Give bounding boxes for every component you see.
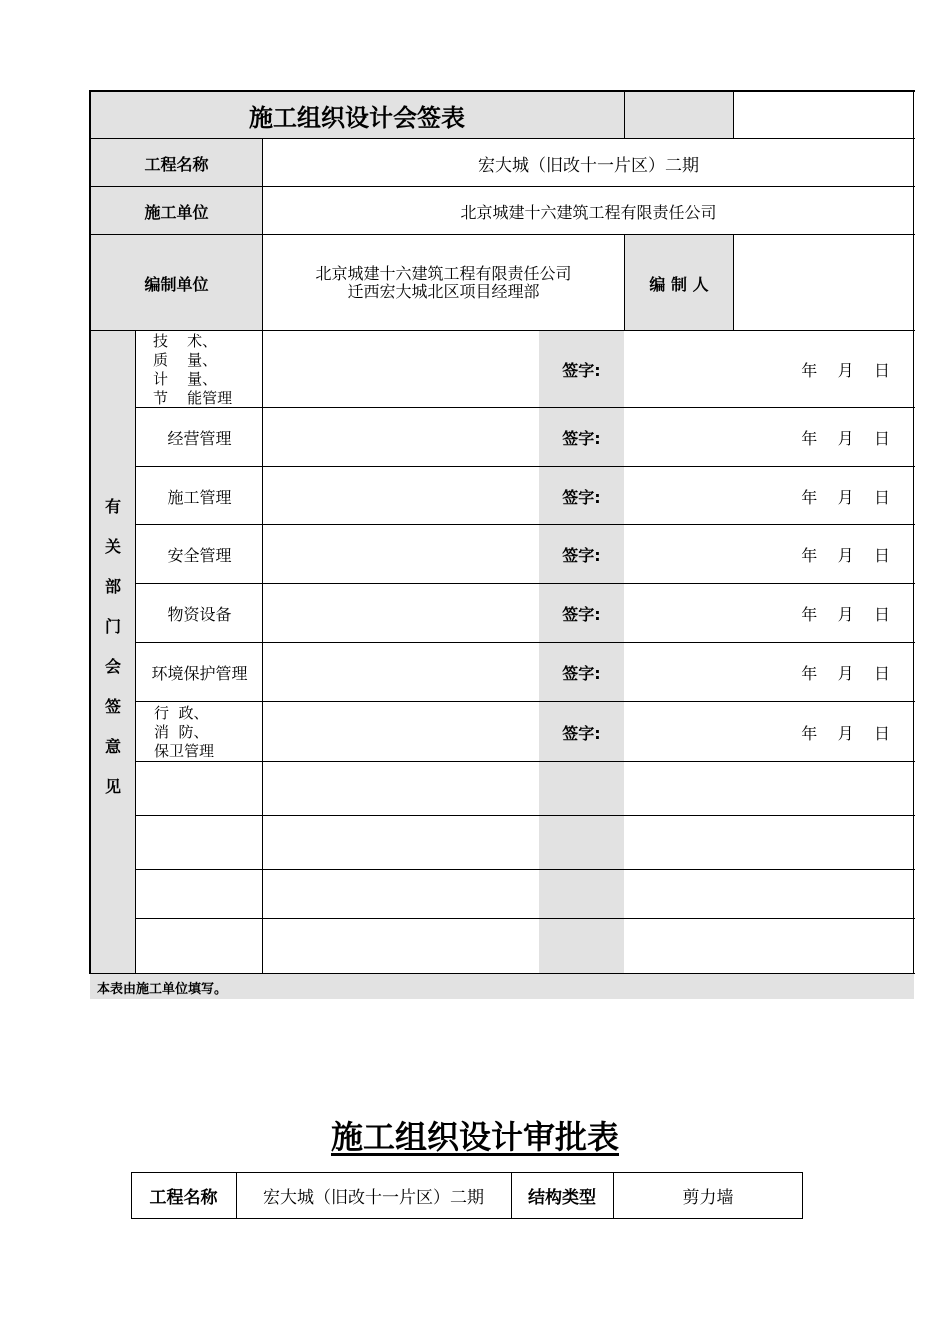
dept-line: 行 政、 <box>154 703 209 722</box>
grid-line <box>135 918 915 919</box>
dept-label-materials: 物资设备 <box>167 605 232 624</box>
grid-line <box>135 761 915 762</box>
grid-line <box>89 186 915 187</box>
date-field[interactable]: 年 月 日 <box>801 664 890 683</box>
opinion-field-tech[interactable] <box>263 331 539 408</box>
empty-row[interactable] <box>136 816 914 870</box>
dept-label-safety: 安全管理 <box>167 546 232 565</box>
approval-project-value: 宏大城（旧改十一片区）二期 <box>263 1188 484 1208</box>
dept-label-admin <box>136 702 263 762</box>
grid-line <box>613 1172 614 1219</box>
date-field[interactable]: 年 月 日 <box>801 361 890 380</box>
empty-row[interactable] <box>136 870 914 919</box>
dept-line: 节 能管理 <box>153 388 233 407</box>
sign-label: 签字: <box>562 429 601 448</box>
compiler-label: 编制单位 <box>144 274 209 294</box>
grid-line <box>131 1218 803 1219</box>
grid-line <box>89 973 915 974</box>
grid-line <box>236 1172 237 1219</box>
opinion-field-environment[interactable] <box>263 643 539 702</box>
group-char: 部 <box>104 577 121 596</box>
group-char: 见 <box>104 777 121 796</box>
approval-form-title: 施工组织设计审批表 <box>330 1118 619 1156</box>
grid-line <box>135 583 915 584</box>
title-aux-cell-bg <box>624 91 734 139</box>
footnote: 本表由施工单位填写。 <box>97 981 228 997</box>
builder-value: 北京城建十六建筑工程有限责任公司 <box>460 202 717 222</box>
sign-label: 签字: <box>562 361 601 380</box>
approval-project-label: 工程名称 <box>149 1188 218 1208</box>
opinion-field-materials[interactable] <box>263 584 539 643</box>
date-field[interactable]: 年 月 日 <box>801 546 890 565</box>
dept-line: 质 量、 <box>153 350 218 369</box>
grid-line <box>913 90 914 974</box>
date-field[interactable]: 年 月 日 <box>801 487 890 507</box>
grid-line <box>135 869 915 870</box>
compiler-value-line1: 北京城建十六建筑工程有限责任公司 <box>315 264 572 283</box>
grid-line <box>733 90 734 138</box>
grid-line <box>89 138 915 139</box>
sign-label: 签字: <box>562 605 601 624</box>
group-char: 会 <box>104 657 121 676</box>
compiler-value <box>263 235 624 331</box>
grid-line <box>135 701 915 702</box>
grid-line <box>135 466 915 467</box>
group-char: 签 <box>104 697 121 716</box>
grid-line <box>89 234 915 235</box>
grid-line <box>624 90 625 138</box>
date-field[interactable]: 年 月 日 <box>801 723 890 743</box>
grid-line <box>131 1172 132 1219</box>
dept-label-tech <box>136 331 263 408</box>
dept-label-construction: 施工管理 <box>167 487 232 507</box>
grid-line <box>733 234 734 331</box>
dept-label-business: 经营管理 <box>167 429 232 448</box>
opinion-field-business[interactable] <box>263 408 539 467</box>
date-field[interactable]: 年 月 日 <box>801 429 890 448</box>
grid-line <box>89 330 915 331</box>
group-char: 有 <box>104 497 121 516</box>
sign-label: 签字: <box>562 487 601 507</box>
grid-line <box>802 1172 803 1219</box>
dept-label-environment: 环境保护管理 <box>151 664 248 683</box>
grid-line <box>131 1172 803 1173</box>
sign-label: 签字: <box>562 664 601 683</box>
grid-line <box>89 90 915 92</box>
dept-line: 计 量、 <box>153 369 218 388</box>
compiler-value-line2: 迁西宏大城北区项目经理部 <box>347 282 540 301</box>
dept-line: 技 术、 <box>153 331 218 350</box>
grid-line <box>135 524 915 525</box>
grid-line <box>135 330 136 974</box>
grid-line <box>511 1172 512 1219</box>
grid-line <box>89 90 91 974</box>
form-title: 施工组织设计会签表 <box>249 103 465 132</box>
group-label <box>90 494 136 814</box>
dept-line: 消 防、 <box>154 722 209 741</box>
group-char: 门 <box>104 617 121 636</box>
grid-line <box>262 138 263 974</box>
approval-structure-value: 剪力墙 <box>682 1188 734 1208</box>
builder-label: 施工单位 <box>144 202 209 222</box>
grid-line <box>135 642 915 643</box>
grid-line <box>624 234 625 331</box>
group-char: 关 <box>104 537 121 556</box>
group-char: 意 <box>104 737 121 756</box>
empty-row[interactable] <box>136 919 914 974</box>
date-field[interactable]: 年 月 日 <box>801 605 890 624</box>
author-label: 编 制 人 <box>649 274 709 294</box>
author-value[interactable] <box>734 235 914 331</box>
empty-row[interactable] <box>136 762 914 816</box>
grid-line <box>135 815 915 816</box>
project-name-label: 工程名称 <box>144 154 209 174</box>
opinion-field-safety[interactable] <box>263 525 539 584</box>
sign-label: 签字: <box>562 546 601 565</box>
dept-line: 保卫管理 <box>154 741 215 760</box>
opinion-field-construction[interactable] <box>263 467 539 525</box>
sign-label: 签字: <box>562 723 601 743</box>
grid-line <box>135 407 915 408</box>
approval-structure-label: 结构类型 <box>528 1188 596 1208</box>
opinion-field-admin[interactable] <box>263 702 539 762</box>
project-name-value: 宏大城（旧改十一片区）二期 <box>478 155 699 176</box>
